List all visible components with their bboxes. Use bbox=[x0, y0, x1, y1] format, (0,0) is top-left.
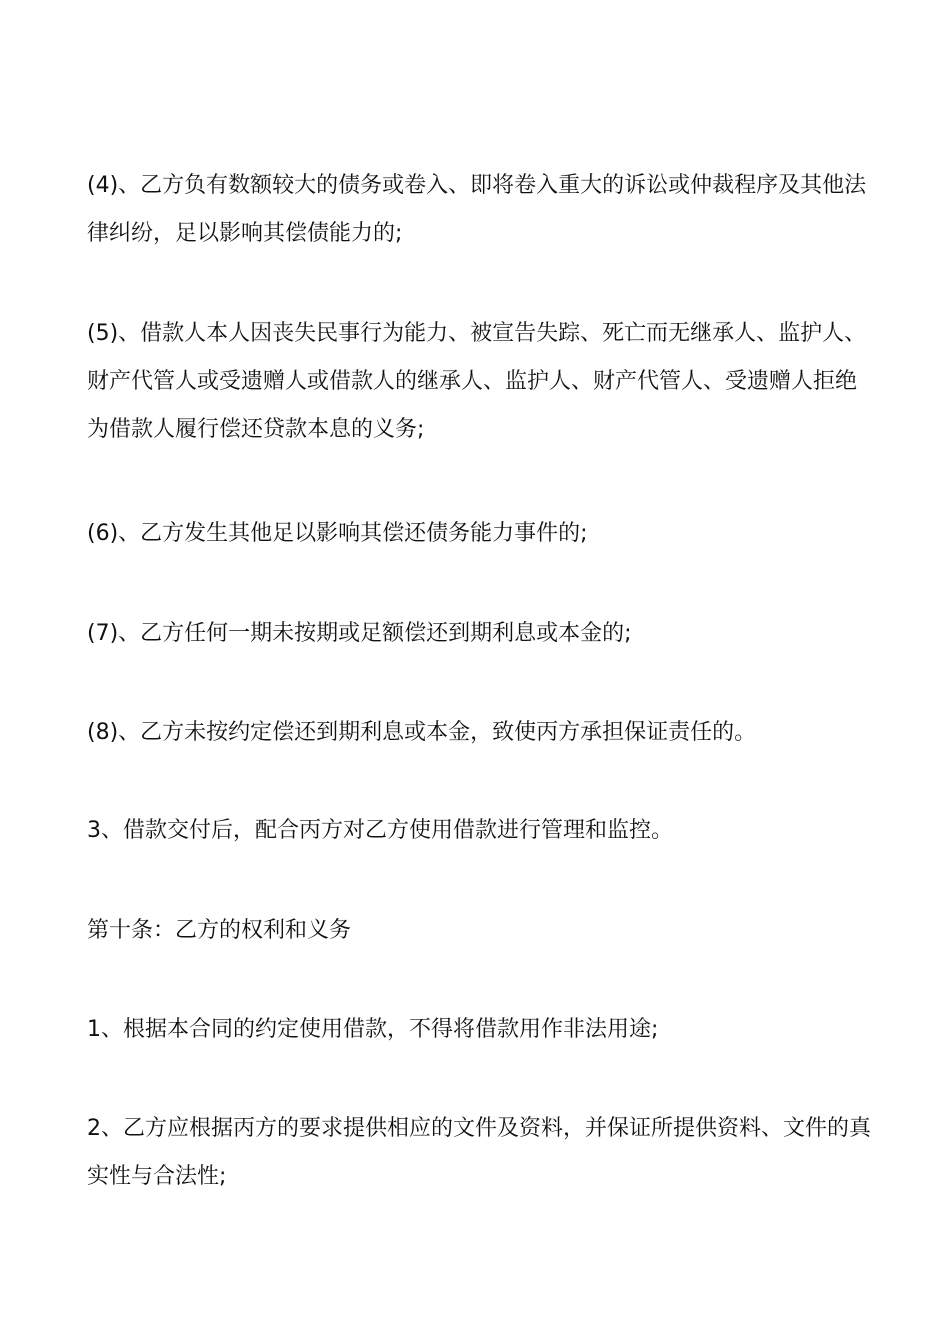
clause-item-6: (6)、乙方发生其他足以影响其偿还债务能力事件的; bbox=[87, 521, 588, 546]
article-10-heading: 第十条：乙方的权利和义务 bbox=[87, 918, 352, 943]
clause-3: 3、借款交付后，配合丙方对乙方使用借款进行管理和监控。 bbox=[87, 818, 673, 843]
clause-item-8: (8)、乙方未按约定偿还到期利息或本金，致使丙方承担保证责任的。 bbox=[87, 720, 757, 745]
clause-item-7: (7)、乙方任何一期未按期或足额偿还到期利息或本金的; bbox=[87, 621, 632, 646]
article-10-clause-2: 2、乙方应根据丙方的要求提供相应的文件及资料，并保证所提供资料、文件的真实性与合法性; bbox=[87, 1116, 871, 1189]
clause-item-4: (4)、乙方负有数额较大的债务或卷入、即将卷入重大的诉讼或仲裁程序及其他法律纠纷，足以影响其偿债能力的; bbox=[87, 173, 867, 246]
clause-item-5: (5)、借款人本人因丧失民事行为能力、被宣告失踪、死亡而无继承人、监护人、财产代管人或受遗赠人或借款人的继承人、监护人、财产代管人、受遗赠人拒绝为借款人履行偿还贷款本息的义务; bbox=[87, 321, 867, 442]
article-10-clause-1: 1、根据本合同的约定使用借款，不得将借款用作非法用途; bbox=[87, 1017, 659, 1042]
